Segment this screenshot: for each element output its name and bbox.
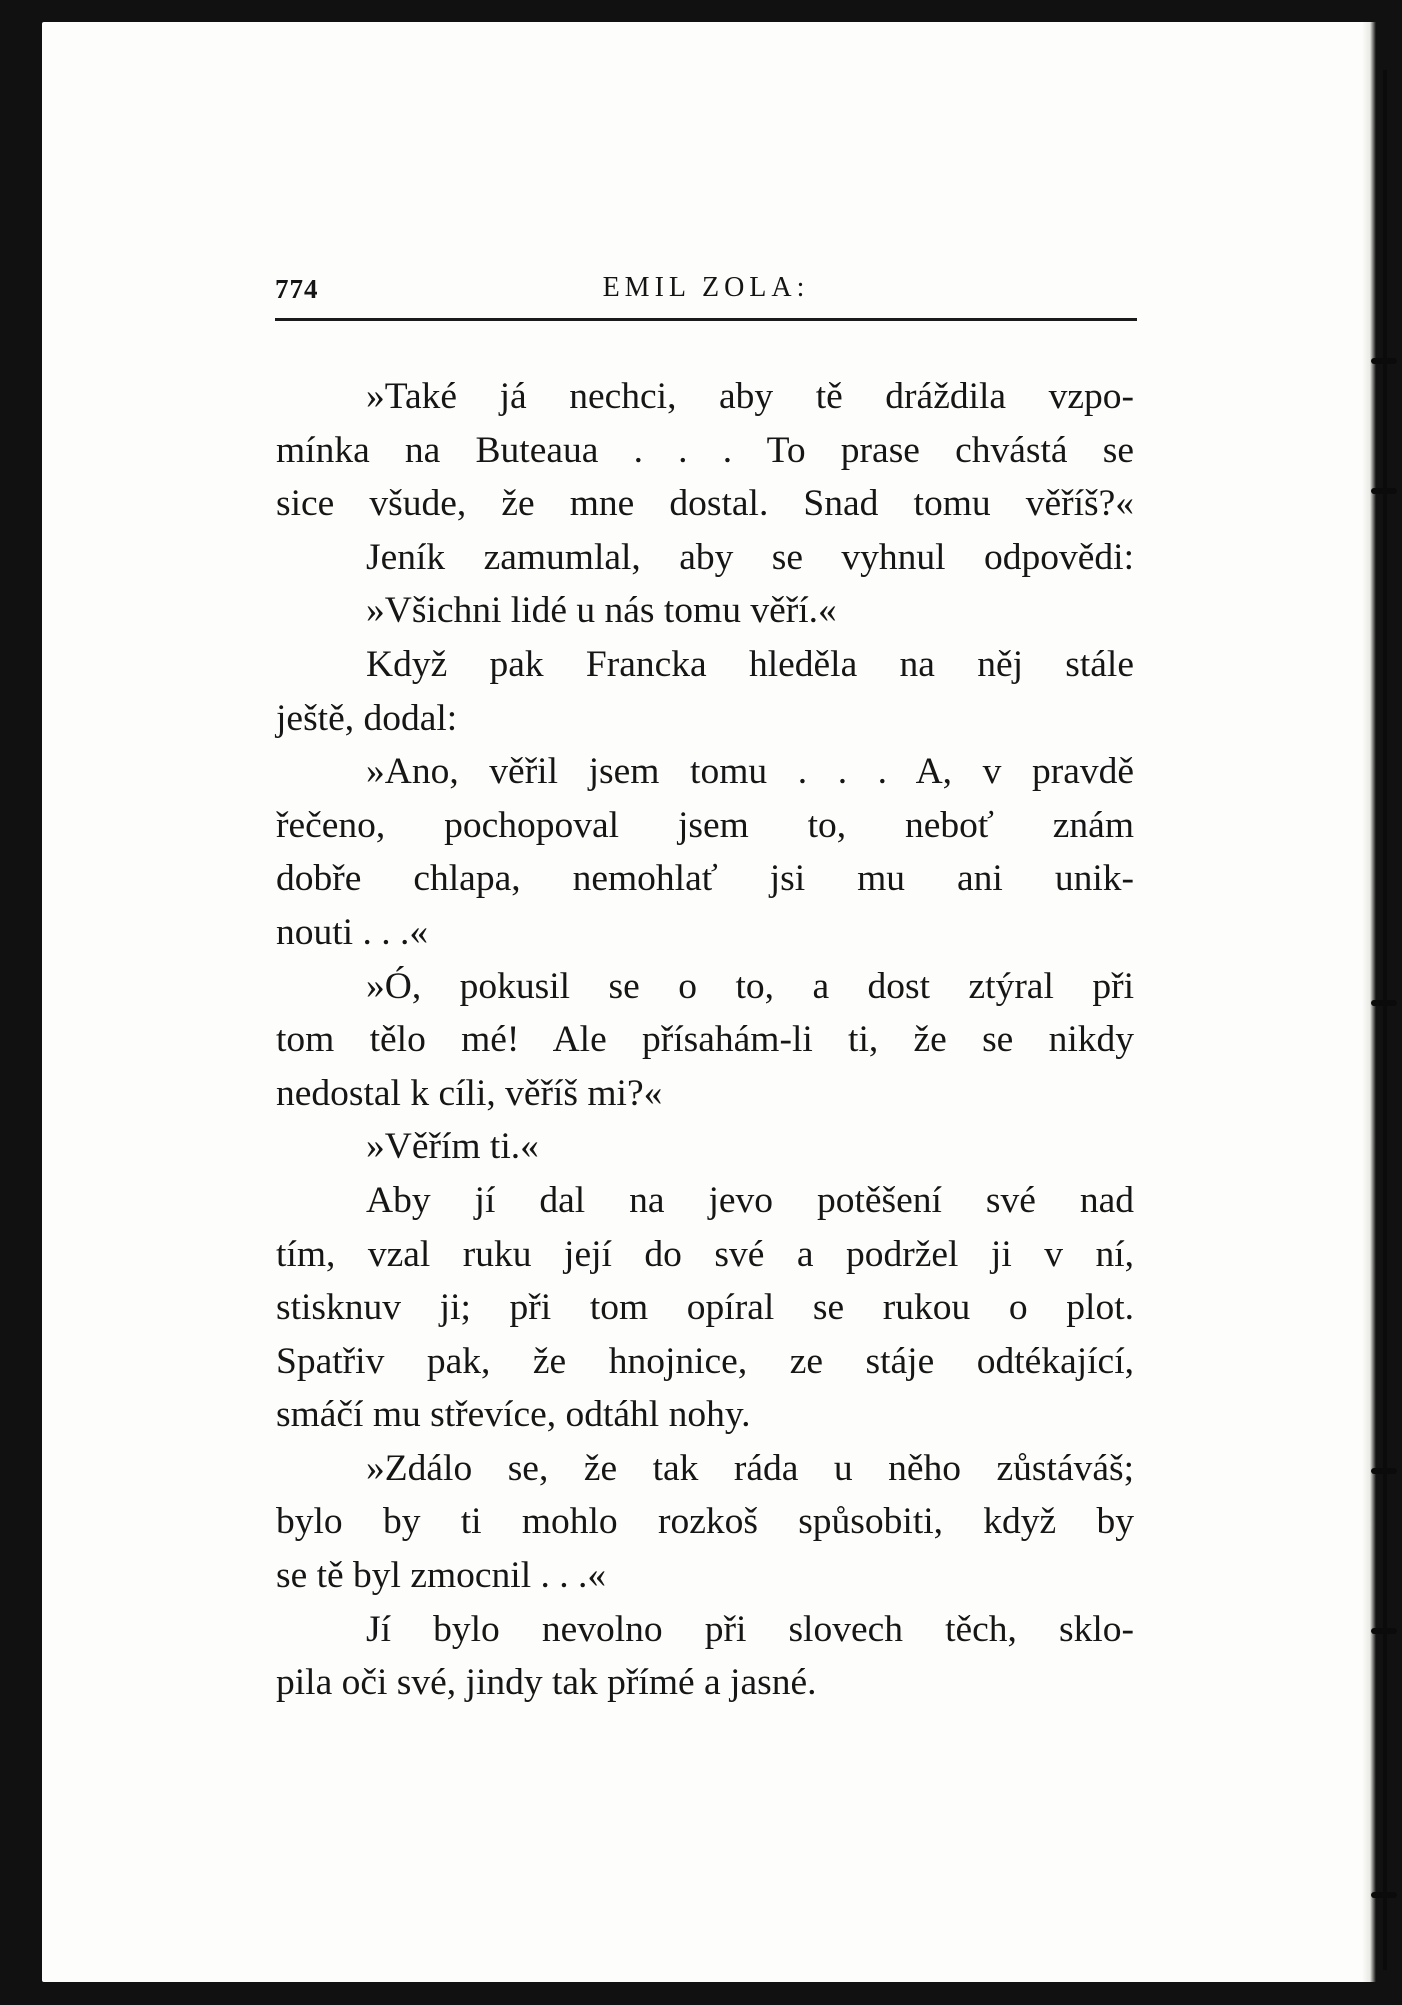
text-line: dobře chlapa, nemohlať jsi mu ani unik- <box>276 858 1134 900</box>
page-header <box>275 268 1137 312</box>
text-line: Jeník zamumlal, aby se vyhnul odpovědi: <box>366 536 1134 578</box>
text-line: Spatřiv pak, že hnojnice, ze stáje odtékající, <box>276 1340 1134 1382</box>
text-line: mínka na Buteaua . . . To prase chvástá se <box>276 429 1134 471</box>
body-text <box>276 370 1134 1710</box>
text-line: smáčí mu střevíce, odtáhl nohy. <box>276 1394 751 1436</box>
text-line: pila oči své, jindy tak přímé a jasné. <box>276 1662 817 1704</box>
binding-mark <box>1371 1892 1397 1898</box>
text-line: ještě, dodal: <box>276 697 458 739</box>
binding-line <box>1383 70 1387 1970</box>
binding-mark <box>1371 1468 1397 1474</box>
text-line: »Také já nechci, aby tě dráždila vzpo- <box>366 376 1134 417</box>
binding-mark <box>1371 358 1397 364</box>
text-line: Když pak Francka hleděla na něj stále <box>366 643 1134 685</box>
text-line: tím, vzal ruku její do své a podržel ji v ní, <box>276 1233 1134 1275</box>
binding-mark <box>1371 488 1397 494</box>
text-line: »Ó, pokusil se o to, a dost ztýral při <box>366 965 1134 1007</box>
text-line: sice všude, že mne dostal. Snad tomu věříš?« <box>276 483 1134 525</box>
text-line: nedostal k cíli, věříš mi?« <box>276 1072 663 1114</box>
text-line: tom tělo mé! Ale přísahám-li ti, že se nikdy <box>276 1019 1134 1061</box>
text-line: nouti . . .« <box>276 911 429 953</box>
text-line: »Ano, věřil jsem tomu . . . A, v pravdě <box>366 751 1134 793</box>
text-line: bylo by ti mohlo rozkoš spůsobiti, když by <box>276 1501 1134 1543</box>
running-head: EMIL ZOLA: <box>602 272 810 303</box>
text-line: Jí bylo nevolno při slovech těch, sklo- <box>366 1608 1134 1650</box>
binding-mark <box>1371 1000 1397 1006</box>
header-rule <box>275 318 1137 321</box>
text-line: »Zdálo se, že tak ráda u něho zůstáváš; <box>366 1447 1134 1489</box>
binding-mark <box>1371 1628 1397 1634</box>
text-line: »Věřím ti.« <box>366 1126 539 1168</box>
text-line: Aby jí dal na jevo potěšení své nad <box>366 1179 1134 1221</box>
page-number: 774 <box>275 274 319 304</box>
text-line: se tě byl zmocnil . . .« <box>276 1555 607 1597</box>
text-line: »Všichni lidé u nás tomu věří.« <box>366 590 837 632</box>
text-line: stisknuv ji; při tom opíral se rukou o plot. <box>276 1287 1134 1329</box>
text-line: řečeno, pochopoval jsem to, neboť znám <box>276 804 1134 846</box>
